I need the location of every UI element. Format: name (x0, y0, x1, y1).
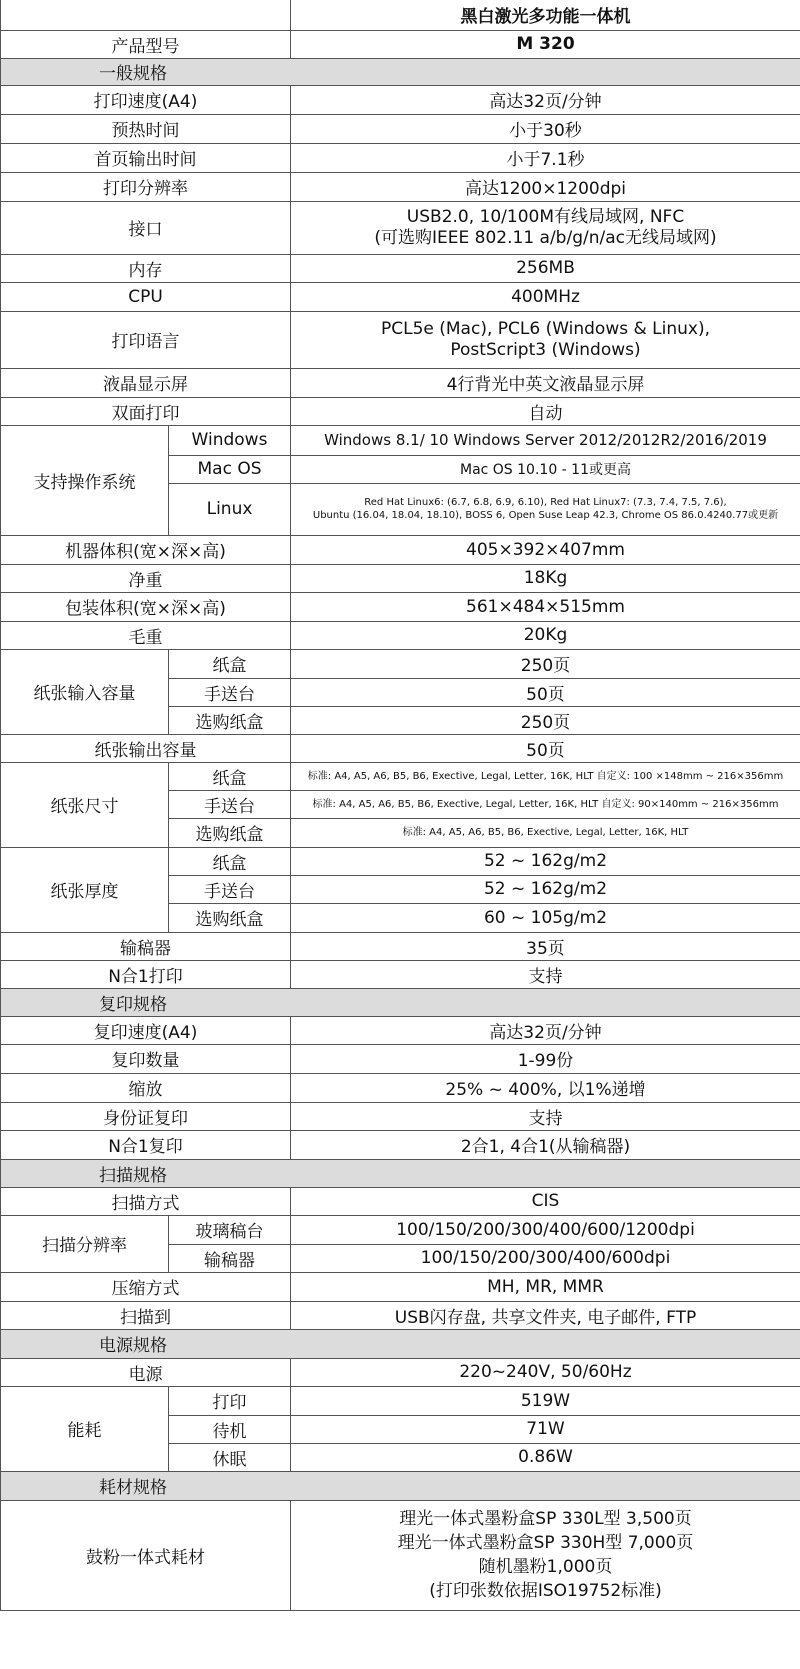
spec-value: 18Kg (291, 564, 800, 592)
spec-label: 缩放 (1, 1073, 291, 1102)
model-row (1, 30, 800, 58)
model-label: 产品型号 (1, 30, 291, 58)
thickness-row-tray (1, 847, 800, 875)
spec-label: 包装体积(宽×深×高) (1, 592, 291, 621)
section-title: 复印规格 (1, 988, 800, 1016)
spec-label: 机器体积(宽×深×高) (1, 535, 291, 564)
value-line: 理光一体式墨粉盒SP 330H型 7,000页 (397, 1533, 694, 1553)
os-value (291, 483, 800, 535)
spec-row (1, 932, 800, 960)
value-line: 理光一体式墨粉盒SP 330L型 3,500页 (399, 1509, 692, 1529)
section-title: 耗材规格 (1, 1471, 800, 1500)
spec-value: MH, MR, MMR (291, 1272, 800, 1301)
sub-label: 玻璃稿台 (169, 1215, 291, 1244)
spec-value: 2合1, 4合1(从输稿器) (291, 1130, 800, 1159)
spec-row (1, 114, 800, 143)
spec-value: 自动 (291, 397, 800, 425)
sub-label: 选购纸盒 (169, 903, 291, 932)
spec-value: 52 ~ 162g/m2 (291, 847, 800, 875)
spec-row (1, 535, 800, 564)
spec-label: 复印数量 (1, 1044, 291, 1073)
spec-label: CPU (1, 282, 291, 311)
section-title: 一般规格 (1, 58, 800, 85)
spec-value: 标准: A4, A5, A6, B5, B6, Exective, Legal, Letter, 16K, HLT (291, 818, 800, 847)
spec-value: 标准: A4, A5, A6, B5, B6, Exective, Legal, Letter, 16K, HLT 自定义: 100 ×148mm ~ 216×356mm (291, 762, 800, 790)
spec-label: 身份证复印 (1, 1102, 291, 1130)
spec-row (1, 1044, 800, 1073)
spec-value (291, 311, 800, 368)
spec-row (1, 1272, 800, 1301)
sub-label: 选购纸盒 (169, 706, 291, 734)
os-label: 支持操作系统 (1, 425, 169, 535)
spec-label: 预热时间 (1, 114, 291, 143)
sub-label: 休眠 (169, 1443, 291, 1471)
spec-value: 561×484×515mm (291, 592, 800, 621)
spec-label: 接口 (1, 201, 291, 254)
spec-label: 打印速度(A4) (1, 85, 291, 114)
spec-row (1, 397, 800, 425)
consumables-row (1, 1500, 800, 1610)
spec-value: 高达1200×1200dpi (291, 172, 800, 201)
spec-row (1, 1102, 800, 1130)
product-title: 黑白激光多功能一体机 (291, 0, 800, 30)
power-row-print (1, 1386, 800, 1415)
spec-value: 50页 (291, 734, 800, 762)
spec-value: 20Kg (291, 621, 800, 649)
spec-value: 519W (291, 1386, 800, 1415)
section-consumables (1, 1471, 800, 1500)
section-title: 扫描规格 (1, 1159, 800, 1187)
sub-label: 手送台 (169, 790, 291, 818)
spec-value: 支持 (291, 960, 800, 988)
spec-value: 256MB (291, 254, 800, 282)
spec-row (1, 621, 800, 649)
sub-label: 待机 (169, 1415, 291, 1443)
spec-label: 净重 (1, 564, 291, 592)
value-line: 随机墨粉1,000页 (478, 1557, 613, 1577)
spec-value: 220~240V, 50/60Hz (291, 1358, 800, 1386)
section-power (1, 1329, 800, 1358)
section-copy (1, 988, 800, 1016)
spec-row (1, 311, 800, 368)
spec-label: 压缩方式 (1, 1272, 291, 1301)
spec-row (1, 172, 800, 201)
spec-label: 复印速度(A4) (1, 1016, 291, 1044)
os-value: Mac OS 10.10 - 11或更高 (291, 455, 800, 483)
spec-value: 400MHz (291, 282, 800, 311)
spec-value: 52 ~ 162g/m2 (291, 875, 800, 903)
title-row (1, 0, 800, 30)
spec-row (1, 1073, 800, 1102)
spec-label: N合1打印 (1, 960, 291, 988)
scan-res-row-glass (1, 1215, 800, 1244)
spec-value: 高达32页/分钟 (291, 1016, 800, 1044)
spec-value: 4行背光中英文液晶显示屏 (291, 368, 800, 397)
os-value: Windows 8.1/ 10 Windows Server 2012/2012R2/2016/2019 (291, 425, 800, 455)
spec-row (1, 1187, 800, 1215)
spec-value: 支持 (291, 1102, 800, 1130)
spec-row (1, 85, 800, 114)
spec-row (1, 592, 800, 621)
spec-value: 35页 (291, 932, 800, 960)
spec-row (1, 1301, 800, 1329)
value-line: Ubuntu (16.04, 18.04, 18.10), BOSS 6, Open Suse Leap 42.3, Chrome OS 86.0.4240.77或更新 (312, 510, 779, 521)
input-row-tray (1, 649, 800, 678)
section-general (1, 58, 800, 85)
size-label: 纸张尺寸 (1, 762, 169, 847)
spec-label: 毛重 (1, 621, 291, 649)
spec-value: 405×392×407mm (291, 535, 800, 564)
value-line: USB2.0, 10/100M有线局域网, NFC (406, 206, 685, 227)
model-value: M 320 (291, 30, 800, 58)
spec-value: 标准: A4, A5, A6, B5, B6, Exective, Legal, Letter, 16K, HLT 自定义: 90×140mm ~ 216×356mm (291, 790, 800, 818)
spec-value: 100/150/200/300/400/600dpi (291, 1244, 800, 1272)
spec-label: 双面打印 (1, 397, 291, 425)
spec-value: 50页 (291, 678, 800, 706)
spec-label: 首页输出时间 (1, 143, 291, 172)
spec-label: 内存 (1, 254, 291, 282)
size-row-tray (1, 762, 800, 790)
sub-label: 输稿器 (169, 1244, 291, 1272)
spec-row (1, 143, 800, 172)
spec-label: 输稿器 (1, 932, 291, 960)
spec-row (1, 282, 800, 311)
sub-label: 手送台 (169, 678, 291, 706)
spec-value: CIS (291, 1187, 800, 1215)
spec-value: 1-99份 (291, 1044, 800, 1073)
spec-row (1, 201, 800, 254)
spec-label: 打印分辨率 (1, 172, 291, 201)
spec-label: 液晶显示屏 (1, 368, 291, 397)
spec-label: 打印语言 (1, 311, 291, 368)
os-sub-label: Mac OS (169, 455, 291, 483)
spec-label: 鼓粉一体式耗材 (1, 1500, 291, 1610)
spec-row (1, 254, 800, 282)
os-sub-label: Linux (169, 483, 291, 535)
spec-row (1, 1130, 800, 1159)
sub-label: 手送台 (169, 875, 291, 903)
spec-row (1, 1016, 800, 1044)
value-line: Red Hat Linux6: (6.7, 6.8, 6.9, 6.10), Red Hat Linux7: (7.3, 7.4, 7.5, 7.6), (364, 497, 727, 508)
blank-cell (1, 0, 291, 30)
sub-label: 打印 (169, 1386, 291, 1415)
sub-label: 纸盒 (169, 649, 291, 678)
spec-row (1, 368, 800, 397)
spec-value: 小于30秒 (291, 114, 800, 143)
spec-value: 小于7.1秒 (291, 143, 800, 172)
value-line: PCL5e (Mac), PCL6 (Windows & Linux), (380, 318, 710, 339)
spec-row (1, 734, 800, 762)
scan-res-label: 扫描分辨率 (1, 1215, 169, 1272)
spec-value: 250页 (291, 649, 800, 678)
sub-label: 选购纸盒 (169, 818, 291, 847)
spec-row (1, 1358, 800, 1386)
spec-value (291, 201, 800, 254)
spec-value: 25% ~ 400%, 以1%递增 (291, 1073, 800, 1102)
os-sub-label: Windows (169, 425, 291, 455)
spec-label: 扫描到 (1, 1301, 291, 1329)
spec-row (1, 960, 800, 988)
thickness-label: 纸张厚度 (1, 847, 169, 932)
value-line: PostScript3 (Windows) (450, 339, 641, 360)
spec-label: 扫描方式 (1, 1187, 291, 1215)
spec-value: 100/150/200/300/400/600/1200dpi (291, 1215, 800, 1244)
spec-label: N合1复印 (1, 1130, 291, 1159)
power-label: 能耗 (1, 1386, 169, 1471)
spec-value: 250页 (291, 706, 800, 734)
section-title: 电源规格 (1, 1329, 800, 1358)
spec-value (291, 1500, 800, 1610)
value-line: (可选购IEEE 802.11 a/b/g/n/ac无线局域网) (374, 227, 717, 248)
spec-value: 0.86W (291, 1443, 800, 1471)
spec-row (1, 564, 800, 592)
sub-label: 纸盒 (169, 762, 291, 790)
spec-value: 高达32页/分钟 (291, 85, 800, 114)
sub-label: 纸盒 (169, 847, 291, 875)
os-row-windows (1, 425, 800, 455)
value-line: (打印张数依据ISO19752标准) (429, 1581, 662, 1601)
spec-label: 电源 (1, 1358, 291, 1386)
spec-label: 纸张输出容量 (1, 734, 291, 762)
input-label: 纸张输入容量 (1, 649, 169, 734)
spec-value: USB闪存盘, 共享文件夹, 电子邮件, FTP (291, 1301, 800, 1329)
spec-value: 71W (291, 1415, 800, 1443)
spec-value: 60 ~ 105g/m2 (291, 903, 800, 932)
section-scan (1, 1159, 800, 1187)
